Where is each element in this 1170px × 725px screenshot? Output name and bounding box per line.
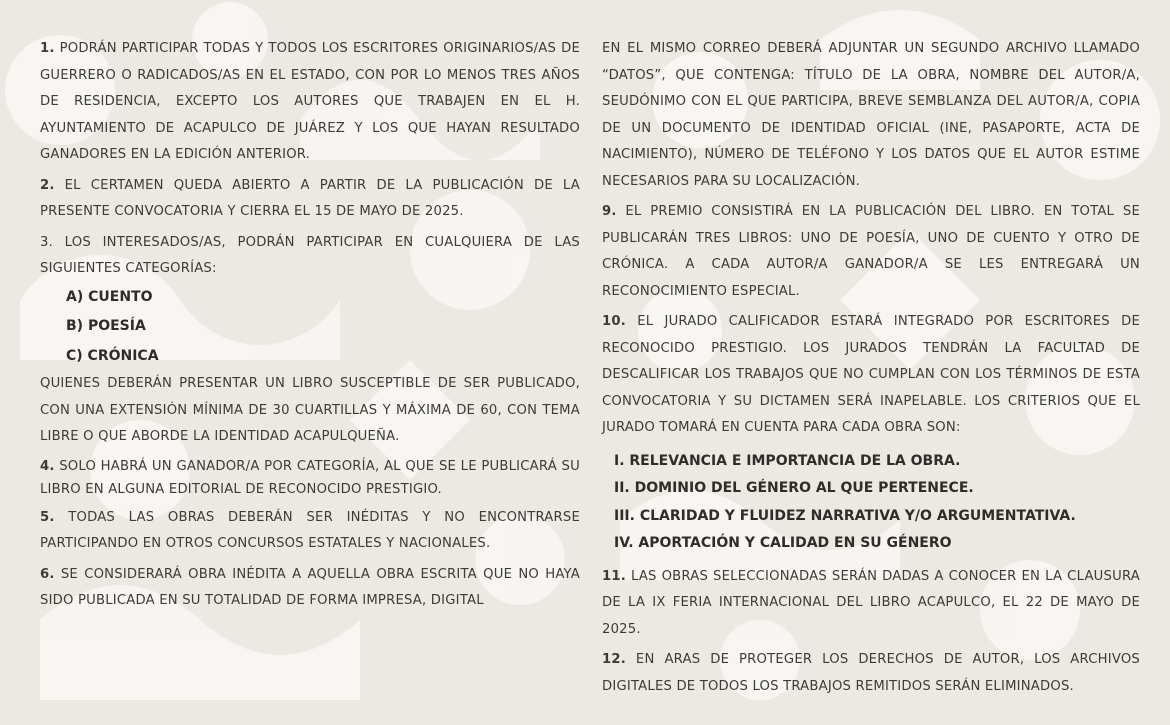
clause-9 xyxy=(602,199,1140,305)
criteria-item: I. RELEVANCIA E IMPORTANCIA DE LA OBRA. xyxy=(614,452,961,469)
criteria-item: III. CLARIDAD Y FLUIDEZ NARRATIVA Y/O ARGUMENTATIVA. xyxy=(614,507,1076,524)
clause-2 xyxy=(40,173,580,226)
clause-text: EL JURADO CALIFICADOR ESTARÁ INTEGRADO POR ESCRITORES DE RECONOCIDO PRESTIGIO. LOS JURADOS TENDRÁN LA FACULTAD DE DESCALIFICAR LOS TRABAJOS QUE NO CUMPLAN CON LOS TÉRMINOS DE ESTA CONVOCATORIA Y SU DICTAMEN SERÁ INAPELABLE. LOS CRITERIOS QUE EL JURADO TOMARÁ EN CUENTA PARA CADA OBRA SON: xyxy=(602,314,1140,435)
clause-number: 10. xyxy=(602,314,626,329)
clause-8-continued: EN EL MISMO CORREO DEBERÁ ADJUNTAR UN SEGUNDO ARCHIVO LLAMADO “DATOS”, QUE CONTENGA: TÍTULO DE LA OBRA, NOMBRE DEL AUTOR/A, SEUDÓNIMO CON EL QUE PARTICIPA, BREVE SEMBLANZA DEL AUTOR/A, COPIA DE UN DOCUMENTO DE IDENTIDAD OFICIAL (INE, PASAPORTE, ACTA DE NACIMIENTO), NÚMERO DE TELÉFONO Y LOS DATOS QUE EL AUTOR ESTIME NECESARIOS PARA SU LOCALIZACIÓN. xyxy=(602,41,1140,189)
clause-number: 3. xyxy=(40,234,53,250)
clause-text: LAS OBRAS SELECCIONADAS SERÁN DADAS A CONOCER EN LA CLAUSURA DE LA IX FERIA INTERNACIONAL DEL LIBRO ACAPULCO, EL 22 DE MAYO DE 2025. xyxy=(602,568,1140,637)
criteria-item: IV. APORTACIÓN Y CALIDAD EN SU GÉNERO xyxy=(614,535,952,551)
clause-5 xyxy=(40,505,580,558)
clause-3-continued: QUIENES DEBERÁN PRESENTAR UN LIBRO SUSCEPTIBLE DE SER PUBLICADO, CON UNA EXTENSIÓN MÍNIMA DE 30 CUARTILLAS Y MÁXIMA DE 60, CON TEMA LIBRE O QUE ABORDE LA IDENTIDAD ACAPULQUEÑA. xyxy=(40,376,580,444)
clause-text: EL CERTAMEN QUEDA ABIERTO A PARTIR DE LA PUBLICACIÓN DE LA PRESENTE CONVOCATORIA Y CIERRA EL 15 DE MAYO DE 2025. xyxy=(40,177,580,219)
clause-text: EL PREMIO CONSISTIRÁ EN LA PUBLICACIÓN DEL LIBRO. EN TOTAL SE PUBLICARÁN TRES LIBROS: UNO DE POESÍA, UNO DE CUENTO Y OTRO DE CRÓNICA. A CADA AUTOR/A GANADOR/A SE LES ENTREGARÁ UN RECONOCIMIENTO ESPECIAL. xyxy=(602,204,1140,299)
clause-1 xyxy=(40,36,580,169)
category-list xyxy=(40,283,580,372)
clause-text: TODAS LAS OBRAS DEBERÁN SER INÉDITAS Y NO ENCONTRARSE PARTICIPANDO EN OTROS CONCURSOS ESTATALES Y NACIONALES. xyxy=(40,509,580,551)
clause-text: SOLO HABRÁ UN GANADOR/A POR CATEGORÍA, AL QUE SE LE PUBLICARÁ SU LIBRO EN ALGUNA EDITORIAL DE RECONOCIDO PRESTIGIO. xyxy=(40,458,580,497)
clause-text: SE CONSIDERARÁ OBRA INÉDITA A AQUELLA OBRA ESCRITA QUE NO HAYA SIDO PUBLICADA EN SU TOTALIDAD DE FORMA IMPRESA, DIGITAL xyxy=(40,566,580,608)
criteria-list xyxy=(602,448,1140,558)
clause-12 xyxy=(602,647,1140,700)
clause-4 xyxy=(40,455,580,501)
clause-11 xyxy=(602,564,1140,644)
clause-text: EN ARAS DE PROTEGER LOS DERECHOS DE AUTOR, LOS ARCHIVOS DIGITALES DE TODOS LOS TRABAJOS REMITIDOS SERÁN ELIMINADOS. xyxy=(602,652,1140,694)
category-item: A) CUENTO xyxy=(66,288,153,305)
clause-number: 11. xyxy=(602,568,626,584)
criteria-item: II. DOMINIO DEL GÉNERO AL QUE PERTENECE. xyxy=(614,480,974,496)
clause-number: 6. xyxy=(40,566,55,582)
category-item: B) POESÍA xyxy=(66,318,146,334)
clause-number: 5. xyxy=(40,509,55,525)
clause-text: LOS INTERESADOS/AS, PODRÁN PARTICIPAR EN CUALQUIERA DE LAS SIGUIENTES CATEGORÍAS: xyxy=(40,234,580,276)
clause-10 xyxy=(602,309,1140,442)
clause-number: 12. xyxy=(602,652,626,667)
category-item: C) CRÓNICA xyxy=(66,347,159,364)
left-column xyxy=(40,36,580,615)
clause-number: 9. xyxy=(602,204,617,219)
clause-6 xyxy=(40,562,580,615)
clause-number: 1. xyxy=(40,41,55,56)
clause-number: 2. xyxy=(40,177,55,193)
right-column xyxy=(602,36,1140,700)
clause-text: PODRÁN PARTICIPAR TODAS Y TODOS LOS ESCRITORES ORIGINARIOS/AS DE GUERRERO O RADICADOS/AS EN EL ESTADO, CON POR LO MENOS TRES AÑOS DE RESIDENCIA, EXCEPTO LOS AUTORES QUE TRABAJEN EN EL H. AYUNTAMIENTO DE ACAPULCO DE JUÁREZ Y LOS QUE HAYAN RESULTADO GANADORES EN LA EDICIÓN ANTERIOR. xyxy=(40,41,580,162)
clause-3 xyxy=(40,230,580,283)
clause-number: 4. xyxy=(40,458,55,474)
